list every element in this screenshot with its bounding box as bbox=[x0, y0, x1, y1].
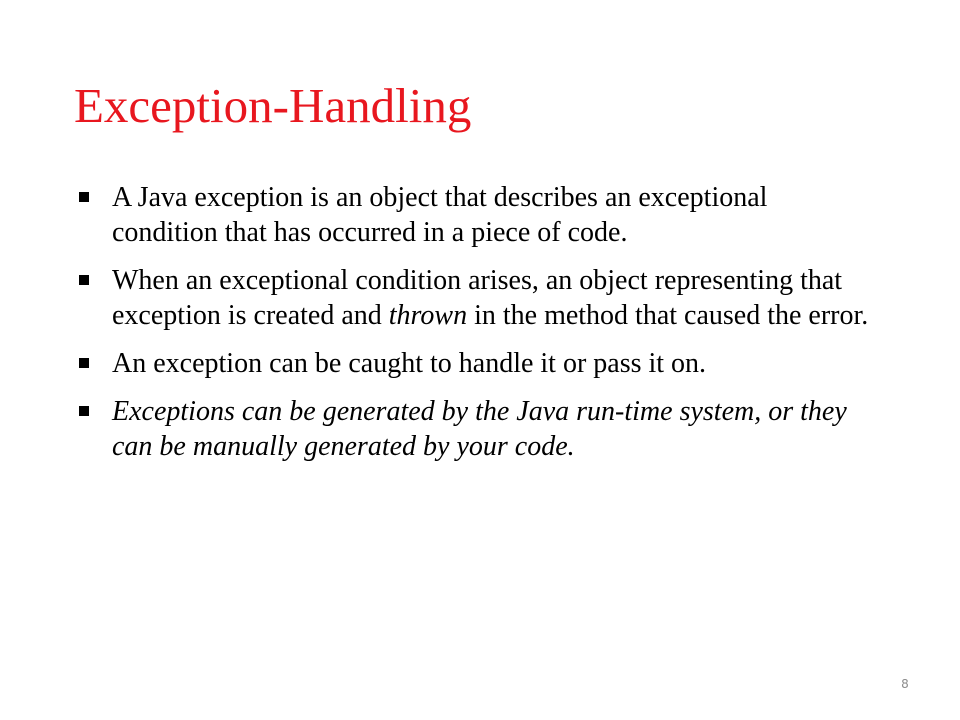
bullet-text: Exceptions can be generated by the Java run-time system, or they can be manually generated by your code. bbox=[112, 396, 847, 462]
bullet-text: A Java exception is an object that describes an exceptional condition that has occurred in a piece of code. bbox=[112, 182, 768, 248]
page-number: 8 bbox=[901, 677, 909, 691]
square-bullet-icon bbox=[79, 192, 89, 202]
bullet-item bbox=[72, 346, 872, 381]
square-bullet-icon bbox=[79, 358, 89, 368]
bullet-text: When an exceptional condition arises, an object representing that exception is created and bbox=[112, 265, 843, 331]
square-bullet-icon bbox=[79, 275, 89, 285]
bullet-list bbox=[72, 180, 872, 477]
bullet-text: An exception can be caught to handle it or pass it on. bbox=[112, 348, 707, 379]
bullet-emphasis-text: thrown bbox=[388, 300, 468, 331]
bullet-item bbox=[72, 180, 872, 250]
square-bullet-icon bbox=[79, 406, 89, 416]
bullet-text: in the method that caused the error. bbox=[467, 300, 869, 331]
slide-title: Exception-Handling bbox=[74, 78, 472, 133]
bullet-item bbox=[72, 394, 872, 464]
bullet-item bbox=[72, 263, 872, 333]
